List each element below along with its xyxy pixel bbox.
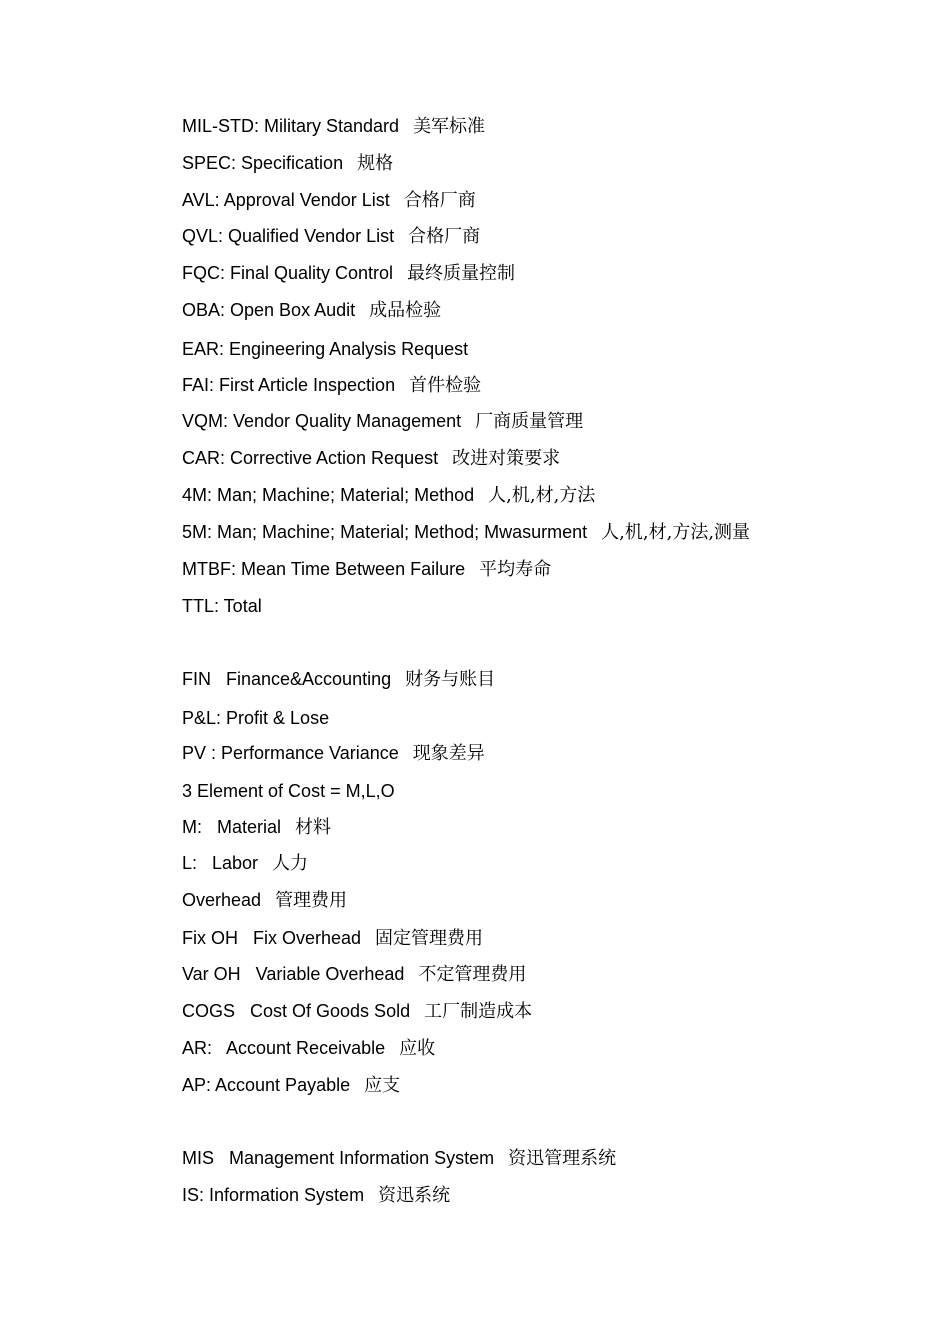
term-english: 5M: Man; Machine; Material; Method; Mwasurment: [182, 522, 588, 542]
term-chinese: 平均寿命: [479, 559, 552, 580]
term-english: QVL: Qualified Vendor List: [182, 226, 395, 246]
term-english: IS: Information System: [182, 1185, 365, 1205]
term-chinese: 首件检验: [409, 375, 482, 396]
term-english: 4M: Man; Machine; Material; Method: [182, 485, 475, 505]
term-english: P&L: Profit & Lose: [182, 708, 330, 728]
term-english: Fix OH Fix Overhead: [182, 928, 362, 948]
term-english: AR: Account Receivable: [182, 1038, 386, 1058]
term-chinese: 不定管理费用: [418, 964, 527, 985]
term-line: [182, 851, 308, 875]
term-line: [182, 1183, 450, 1207]
term-chinese: 人力: [272, 853, 309, 874]
term-line: [182, 483, 595, 507]
term-chinese: 资迅管理系统: [508, 1148, 617, 1169]
term-english: VQM: Vendor Quality Management: [182, 411, 462, 431]
term-chinese: 应收: [399, 1038, 436, 1059]
term-english: CAR: Corrective Action Request: [182, 448, 439, 468]
term-chinese: 美军标准: [413, 116, 486, 137]
term-english: EAR: Engineering Analysis Request: [182, 339, 469, 359]
term-line: [182, 1146, 616, 1170]
term-chinese: 材料: [295, 817, 332, 838]
term-english: FIN Finance&Accounting: [182, 669, 392, 689]
term-chinese: 成品检验: [369, 300, 442, 321]
term-chinese: 工厂制造成本: [424, 1001, 533, 1022]
term-line: [182, 1036, 435, 1060]
term-english: COGS Cost Of Goods Sold: [182, 1001, 411, 1021]
term-line: [182, 815, 331, 839]
term-line: [182, 779, 409, 803]
term-chinese: 合格厂商: [408, 226, 481, 247]
term-line: [182, 926, 483, 950]
term-english: MIS Management Information System: [182, 1148, 495, 1168]
term-chinese: 规格: [357, 153, 394, 174]
term-english: OBA: Open Box Audit: [182, 300, 356, 320]
term-line: [182, 151, 393, 175]
term-line: [182, 224, 480, 248]
term-english: MIL-STD: Military Standard: [182, 116, 400, 136]
term-chinese: 改进对策要求: [452, 448, 561, 469]
term-english: AVL: Approval Vendor List: [182, 190, 390, 210]
term-english: Overhead: [182, 890, 262, 910]
term-english: L: Labor: [182, 853, 259, 873]
term-english: PV : Performance Variance: [182, 743, 399, 763]
term-line: [182, 741, 485, 765]
term-english: M: Material: [182, 817, 282, 837]
term-line: [182, 114, 485, 138]
term-line: [182, 337, 482, 361]
term-english: 3 Element of Cost = M,L,O: [182, 781, 395, 801]
term-chinese: 应支: [364, 1075, 401, 1096]
term-line: [182, 520, 750, 544]
term-line: [182, 409, 583, 433]
term-english: TTL: Total: [182, 596, 262, 616]
term-chinese: 合格厂商: [403, 190, 476, 211]
term-line: [182, 962, 526, 986]
term-chinese: 人,机,材,方法: [488, 485, 596, 506]
term-chinese: 固定管理费用: [375, 928, 484, 949]
term-line: [182, 446, 560, 470]
term-line: [182, 373, 481, 397]
term-english: FAI: First Article Inspection: [182, 375, 396, 395]
term-english: AP: Account Payable: [182, 1075, 351, 1095]
term-line: [182, 188, 476, 212]
term-line: [182, 1073, 400, 1097]
term-line: [182, 557, 551, 581]
term-chinese: 厂商质量管理: [475, 411, 584, 432]
term-english: MTBF: Mean Time Between Failure: [182, 559, 466, 579]
term-line: [182, 261, 515, 285]
term-line: [182, 888, 347, 912]
term-line: [182, 667, 495, 691]
term-chinese: 人,机,材,方法,测量: [601, 522, 751, 543]
term-english: SPEC: Specification: [182, 153, 344, 173]
term-chinese: 现象差异: [412, 743, 485, 764]
term-chinese: 最终质量控制: [407, 263, 516, 284]
term-line: [182, 594, 276, 618]
term-chinese: 资迅系统: [378, 1185, 451, 1206]
term-chinese: 财务与账目: [405, 669, 496, 690]
term-english: FQC: Final Quality Control: [182, 263, 394, 283]
term-line: [182, 298, 441, 322]
term-line: [182, 706, 343, 730]
term-chinese: 管理费用: [275, 890, 348, 911]
term-english: Var OH Variable Overhead: [182, 964, 405, 984]
term-line: [182, 999, 532, 1023]
